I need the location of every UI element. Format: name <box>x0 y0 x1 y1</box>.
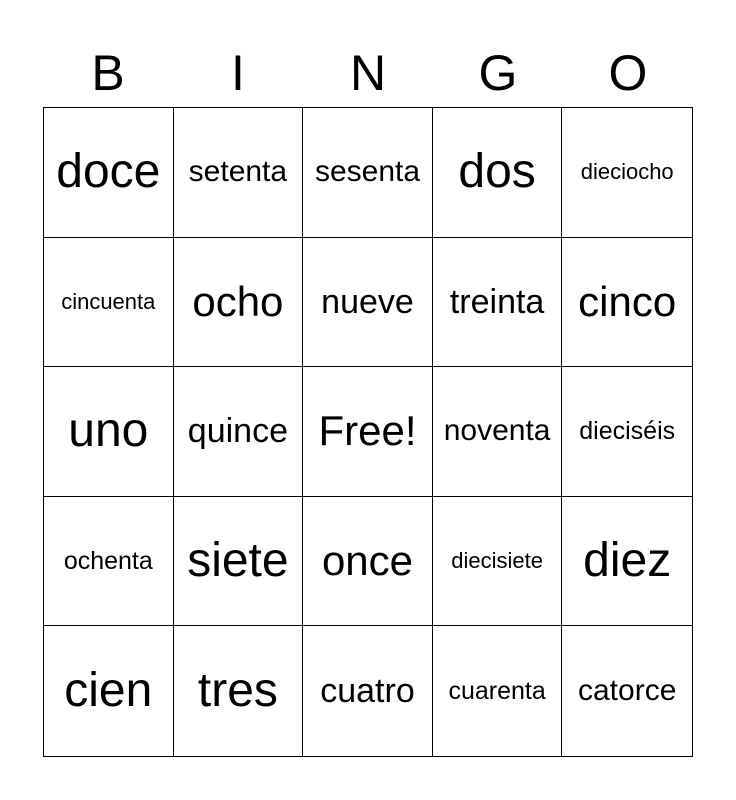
header-letter-g: G <box>478 45 518 101</box>
bingo-cell-r2-c4[interactable]: dieciséis <box>562 367 692 497</box>
bingo-cell-r3-c4[interactable]: diez <box>562 497 692 627</box>
bingo-cell-r1-c4[interactable]: cinco <box>562 238 692 368</box>
bingo-cell-r3-c1[interactable]: siete <box>174 497 304 627</box>
bingo-cell-r0-c1[interactable]: setenta <box>174 108 304 238</box>
bingo-cell-r1-c0[interactable]: cincuenta <box>44 238 174 368</box>
header-letter-o: O <box>608 45 648 101</box>
bingo-cell-r1-c1[interactable]: ocho <box>174 238 304 368</box>
bingo-cell-r1-c2[interactable]: nueve <box>303 238 433 368</box>
bingo-cell-r4-c2[interactable]: cuatro <box>303 626 433 756</box>
bingo-header <box>43 38 693 108</box>
bingo-cell-r4-c0[interactable]: cien <box>44 626 174 756</box>
bingo-board <box>43 107 693 757</box>
bingo-cell-r0-c0[interactable]: doce <box>44 108 174 238</box>
header-letter-i: I <box>231 45 245 101</box>
bingo-cell-r1-c3[interactable]: treinta <box>433 238 563 368</box>
bingo-cell-r4-c1[interactable]: tres <box>174 626 304 756</box>
bingo-cell-r3-c3[interactable]: diecisiete <box>433 497 563 627</box>
bingo-cell-r4-c3[interactable]: cuarenta <box>433 626 563 756</box>
bingo-cell-r0-c2[interactable]: sesenta <box>303 108 433 238</box>
bingo-cell-r3-c2[interactable]: once <box>303 497 433 627</box>
bingo-cell-r3-c0[interactable]: ochenta <box>44 497 174 627</box>
bingo-cell-r4-c4[interactable]: catorce <box>578 674 677 708</box>
bingo-cell-r0-c3[interactable]: dos <box>433 108 563 238</box>
bingo-cell-r2-c3[interactable]: noventa <box>433 367 563 497</box>
bingo-cell-r0-c4[interactable]: dieciocho <box>562 108 692 238</box>
bingo-cell-r2-c0[interactable]: uno <box>44 367 174 497</box>
bingo-cell-r2-c1[interactable]: quince <box>174 367 304 497</box>
header-letter-b: B <box>91 45 125 101</box>
bingo-cell-free[interactable]: Free! <box>303 367 433 497</box>
header-letter-n: N <box>349 45 387 101</box>
